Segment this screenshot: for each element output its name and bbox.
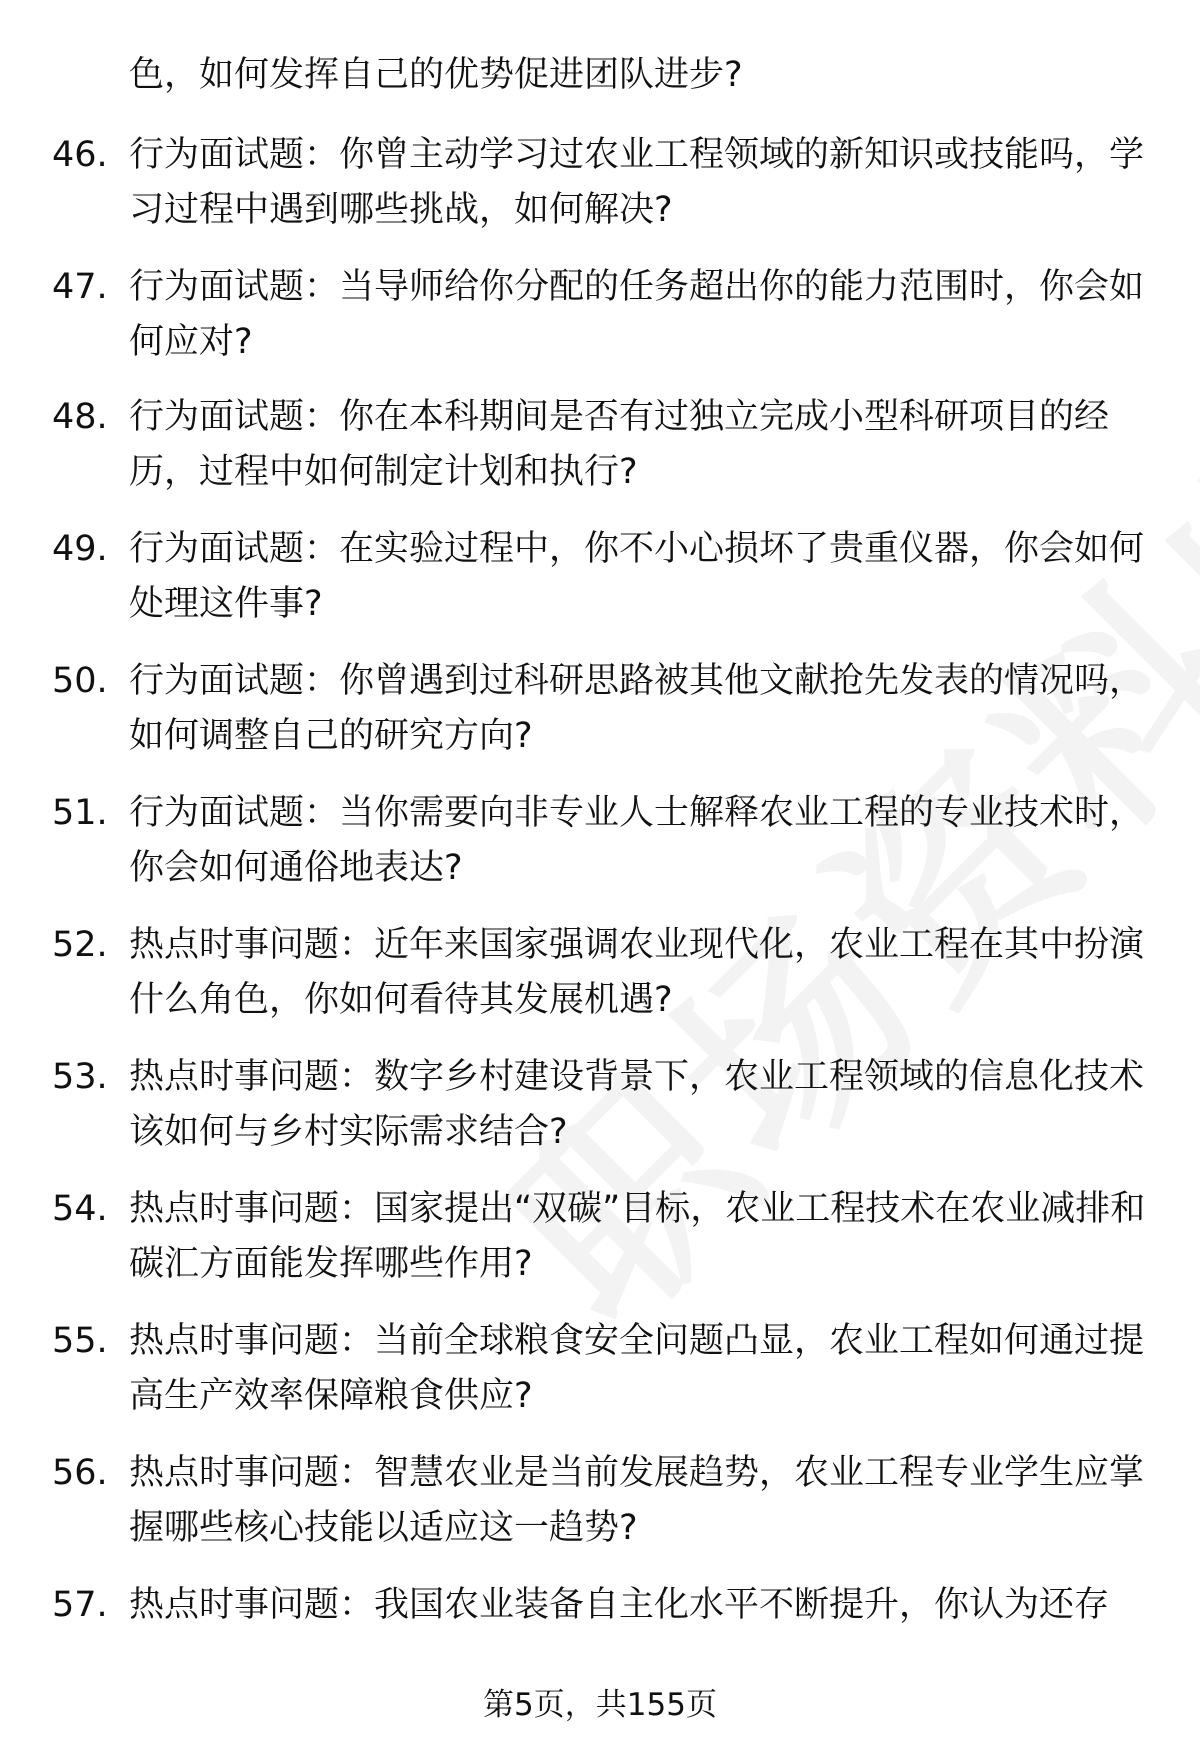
question-number: 53.: [52, 1057, 108, 1097]
question-number: 57.: [52, 1585, 108, 1625]
list-item: [0, 522, 1200, 632]
list-item: [0, 390, 1200, 500]
question-number: 56.: [52, 1453, 108, 1493]
question-number: 51.: [52, 793, 108, 833]
continuation-text: 色，如何发挥自己的优势促进团队进步?: [129, 55, 743, 95]
question-text: 行为面试题：你曾主动学习过农业工程领域的新知识或技能吗，学习过程中遇到哪些挑战，如何解决?: [129, 135, 1145, 230]
question-text: 热点时事问题：智慧农业是当前发展趋势，农业工程专业学生应掌握哪些核心技能以适应这一趋势?: [129, 1453, 1145, 1548]
list-item: [0, 786, 1200, 896]
question-number: 50.: [52, 661, 108, 701]
question-number: 54.: [52, 1189, 108, 1229]
question-text: 热点时事问题：国家提出“双碳”目标，农业工程技术在农业减排和碳汇方面能发挥哪些作用?: [129, 1189, 1146, 1284]
list-item: [0, 654, 1200, 764]
list-item: [0, 1050, 1200, 1160]
page-footer: 第5页，共155页: [483, 1687, 717, 1723]
list-item: [0, 1182, 1200, 1292]
question-number: 49.: [52, 529, 108, 569]
list-item: [0, 1446, 1200, 1556]
question-text: 行为面试题：你在本科期间是否有过独立完成小型科研项目的经历，过程中如何制定计划和执行?: [129, 397, 1110, 492]
list-item: [0, 260, 1200, 370]
list-item: [0, 128, 1200, 238]
question-text: 热点时事问题：我国农业装备自主化水平不断提升，你认为还存: [129, 1585, 1110, 1625]
question-text: 热点时事问题：数字乡村建设背景下，农业工程领域的信息化技术该如何与乡村实际需求结合?: [129, 1057, 1145, 1152]
list-item: [0, 918, 1200, 1028]
question-text: 行为面试题：你曾遇到过科研思路被其他文献抢先发表的情况吗，如何调整自己的研究方向?: [129, 661, 1145, 756]
question-number: 48.: [52, 397, 108, 437]
question-text: 热点时事问题：当前全球粮食安全问题凸显，农业工程如何通过提高生产效率保障粮食供应?: [129, 1321, 1145, 1416]
question-text: 行为面试题：当导师给你分配的任务超出你的能力范围时，你会如何应对?: [129, 267, 1145, 362]
question-number: 46.: [52, 135, 108, 175]
list-item: [0, 1314, 1200, 1424]
question-number: 52.: [52, 925, 108, 965]
question-text: 热点时事问题：近年来国家强调农业现代化，农业工程在其中扮演什么角色，你如何看待其发展机遇?: [129, 925, 1145, 1020]
question-number: 47.: [52, 267, 108, 307]
question-text: 行为面试题：在实验过程中，你不小心损坏了贵重仪器，你会如何处理这件事?: [129, 529, 1145, 624]
question-text: 行为面试题：当你需要向非专业人士解释农业工程的专业技术时，你会如何通俗地表达?: [129, 793, 1145, 888]
question-number: 55.: [52, 1321, 108, 1361]
list-item: [0, 1578, 1200, 1633]
